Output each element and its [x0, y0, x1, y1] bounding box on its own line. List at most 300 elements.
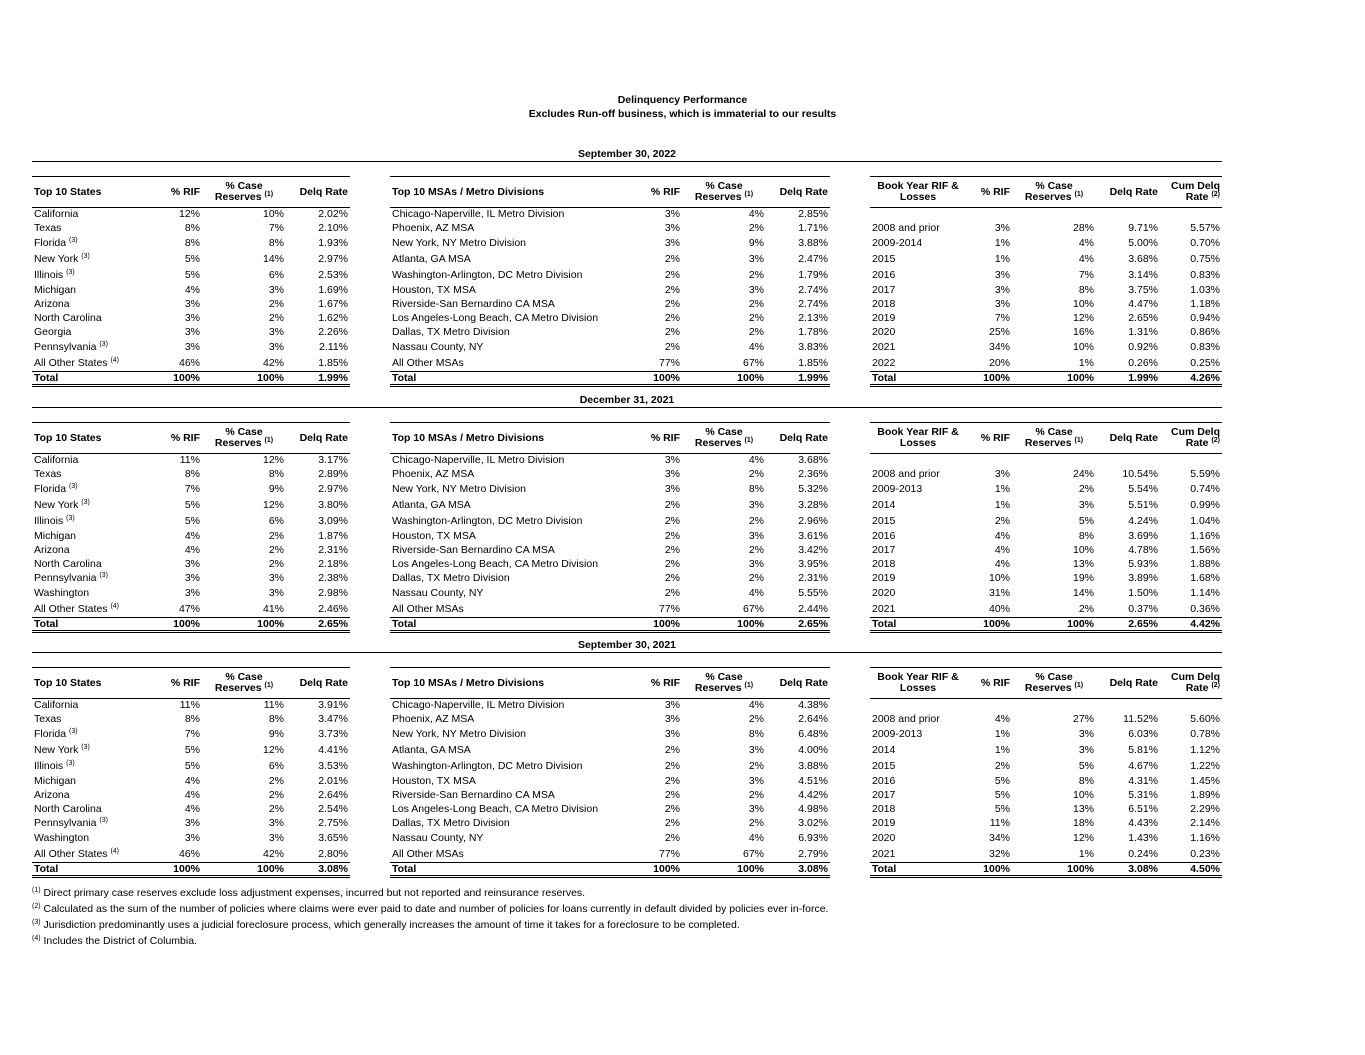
col-header-rif — [630, 668, 682, 699]
delq-rate-cell: 1.67% — [318, 298, 348, 310]
table-row — [870, 558, 1222, 572]
table-row — [32, 340, 350, 356]
delq-rate-cell: 0.26% — [1128, 356, 1158, 369]
case-reserves-cell: 67% — [742, 602, 764, 615]
case-reserves-cell: 8% — [268, 713, 284, 725]
case-reserves-cell: 3% — [268, 572, 284, 584]
cum-delq-rate-cell: 1.04% — [1190, 515, 1220, 527]
book-year-cell: 2014 — [872, 499, 896, 511]
col-header-book-year-line2: Losses — [899, 682, 937, 694]
case-reserves-cell: 10% — [262, 208, 284, 221]
rif-cell: 7% — [184, 483, 200, 495]
delq-rate-cell: 2.64% — [318, 789, 348, 801]
col-header-case-reserves-line2: Reserves — [694, 437, 742, 449]
delq-rate-cell: 4.43% — [1128, 817, 1158, 829]
table-row — [32, 572, 350, 586]
state-cell — [32, 847, 152, 863]
case-reserves-cell: 2% — [748, 222, 764, 234]
rif-cell: 3% — [184, 587, 200, 599]
col-header-case-reserves-line1: % Case — [225, 426, 263, 438]
state-name: Georgia — [34, 326, 72, 338]
table-row — [870, 803, 1222, 817]
table-row — [870, 454, 1222, 468]
state-name: North Carolina — [34, 558, 102, 570]
state-name: Florida — [34, 237, 67, 249]
rif-cell: 3% — [994, 468, 1010, 480]
state-cell — [32, 208, 152, 222]
col-header-delq — [766, 177, 830, 208]
cum-delq-rate-cell — [1160, 454, 1222, 468]
rif-cell: 5% — [184, 253, 200, 265]
delq-rate-cell: 2.97% — [318, 253, 348, 265]
table-row — [32, 468, 350, 482]
table-row — [32, 482, 350, 498]
rif-cell: 5% — [184, 499, 200, 511]
delq-rate-cell: 3.89% — [1128, 572, 1158, 584]
state-name: North Carolina — [34, 312, 102, 324]
delq-rate-cell: 2.36% — [798, 468, 828, 480]
rif-cell: 47% — [178, 602, 200, 615]
delq-rate-cell: 4.38% — [798, 699, 828, 712]
case-reserves-cell: 2% — [1078, 483, 1094, 495]
table-header-row — [870, 423, 1222, 454]
table-row — [32, 727, 350, 743]
delq-rate-cell: 3.17% — [318, 454, 348, 467]
case-reserves-cell: 2% — [268, 544, 284, 556]
state-cell — [32, 268, 152, 284]
delq-rate-cell: 1.50% — [1128, 587, 1158, 599]
rif-cell — [966, 208, 1012, 222]
msa-name: Total — [390, 863, 630, 877]
rif-cell: 1% — [994, 253, 1010, 265]
col-header-label: Top 10 MSAs / Metro Divisions — [392, 185, 545, 198]
msa-name: Phoenix, AZ MSA — [392, 222, 475, 234]
col-header-rif — [630, 177, 682, 208]
case-reserves-cell: 19% — [1072, 572, 1094, 584]
cum-delq-rate-cell — [1160, 699, 1222, 713]
table-header-row — [390, 423, 830, 454]
col-header-cum-delq-line1: Cum Delq — [1170, 180, 1220, 192]
case-reserves-cell: 10% — [1072, 789, 1094, 801]
case-reserves-cell: 67% — [742, 847, 764, 860]
col-header-rif — [966, 177, 1012, 208]
table-row — [32, 831, 350, 847]
state-cell — [32, 544, 152, 558]
table-row — [32, 236, 350, 252]
case-reserves-cell: 2% — [748, 468, 764, 480]
state-name: California — [34, 699, 79, 712]
msa-name: Houston, TX MSA — [392, 530, 476, 542]
table-row — [32, 208, 350, 222]
msa-name: Dallas, TX Metro Division — [392, 817, 510, 829]
case-reserves-cell: 4% — [1078, 237, 1094, 249]
state-cell — [32, 775, 152, 789]
rif-cell: 3% — [994, 222, 1010, 234]
table-row — [390, 252, 830, 268]
case-reserves-cell: 2% — [268, 298, 284, 310]
cum-delq-rate-cell: 0.25% — [1190, 356, 1220, 369]
col-header-case-reserves — [682, 423, 766, 454]
footnote-marker: (3) — [81, 499, 90, 506]
footnote-marker: (1) — [744, 437, 754, 444]
delq-rate-cell: 1.78% — [798, 326, 828, 338]
case-reserves-cell: 13% — [1072, 803, 1094, 815]
footnote-marker: (3) — [66, 269, 75, 276]
col-header-cum-delq-line1: Cum Delq — [1170, 426, 1220, 438]
delq-rate-cell: 4.67% — [1128, 760, 1158, 772]
cum-delq-rate-cell: 4.42% — [1160, 618, 1222, 632]
col-header-case-reserves-line2: Reserves — [214, 682, 262, 694]
table-row — [390, 558, 830, 572]
table-row — [390, 803, 830, 817]
book-year-cell: 2020 — [872, 587, 896, 599]
table-row — [390, 544, 830, 558]
table-row — [870, 482, 1222, 498]
cum-delq-rate-cell: 0.78% — [1190, 728, 1220, 740]
table-row — [32, 356, 350, 372]
delq-rate-cell: 3.88% — [798, 237, 828, 249]
table-row — [870, 847, 1222, 863]
state-name: New York — [34, 499, 79, 511]
state-name: New York — [34, 744, 79, 756]
case-reserves-cell: 4% — [748, 208, 764, 221]
delq-rate-cell: 2.64% — [798, 713, 828, 725]
rif-cell: 5% — [994, 775, 1010, 787]
rif-cell: 32% — [988, 847, 1010, 860]
footnote-marker: (3) — [69, 483, 78, 490]
msa-name: All Other MSAs — [392, 356, 464, 369]
table-header-row — [32, 177, 350, 208]
cum-delq-rate-cell: 4.26% — [1160, 372, 1222, 386]
cum-delq-rate-cell: 5.57% — [1190, 222, 1220, 234]
table-row — [390, 482, 830, 498]
table-row — [32, 558, 350, 572]
col-header-case-reserves-line1: % Case — [1035, 426, 1073, 438]
rif-cell: 34% — [988, 832, 1010, 844]
col-header-label: Delq Rate — [779, 185, 828, 198]
col-header-book-year — [870, 423, 966, 454]
state-cell — [32, 498, 152, 514]
rif-cell: 4% — [184, 775, 200, 787]
state-name: Arizona — [34, 544, 70, 556]
rif-cell: 5% — [184, 760, 200, 772]
rif-cell: 2% — [664, 530, 680, 542]
rif-cell: 3% — [664, 713, 680, 725]
table-row — [870, 236, 1222, 252]
table-row — [390, 602, 830, 618]
case-reserves-cell: 3% — [748, 744, 764, 756]
footnote-marker: (1) — [1074, 682, 1084, 689]
case-reserves-cell: 12% — [262, 454, 284, 467]
rif-cell: 2% — [664, 558, 680, 570]
state-name: Total — [34, 371, 59, 384]
col-header-case-reserves-line2: Reserves — [694, 682, 742, 694]
col-header-label: Delq Rate — [779, 676, 828, 689]
rif-cell: 2% — [664, 284, 680, 296]
delq-rate-cell: 4.42% — [798, 789, 828, 801]
case-reserves-cell: 100% — [1012, 372, 1096, 386]
table-row — [870, 252, 1222, 268]
col-header-cum-delq-line1: Cum Delq — [1170, 671, 1220, 683]
msa-name: New York, NY Metro Division — [392, 728, 527, 740]
delq-rate-cell: 2.85% — [798, 208, 828, 221]
msa-name: Washington-Arlington, DC Metro Division — [392, 269, 583, 281]
delq-rate-cell: 2.79% — [798, 847, 828, 860]
col-header-label: Delq Rate — [299, 431, 348, 444]
footnote-marker: (3) — [66, 760, 75, 767]
state-cell — [32, 618, 152, 632]
delq-rate-cell: 2.31% — [318, 544, 348, 556]
table-row — [390, 530, 830, 544]
cum-delq-rate-cell: 0.83% — [1190, 341, 1220, 353]
state-name: California — [34, 208, 79, 221]
case-reserves-cell: 2% — [268, 558, 284, 570]
delq-rate-cell: 5.32% — [798, 483, 828, 495]
footnote-marker: (2) — [1211, 682, 1220, 689]
state-name: Michigan — [34, 530, 77, 542]
col-header-label: Top 10 States — [34, 185, 102, 198]
footnote-marker: (4) — [110, 602, 120, 610]
case-reserves-cell: 1% — [1078, 356, 1094, 369]
delq-rate-cell: 4.78% — [1128, 544, 1158, 556]
col-header-case-reserves-line2: Reserves — [214, 437, 262, 449]
footnote-marker: (1) — [1074, 191, 1084, 198]
rif-cell: 11% — [179, 454, 200, 467]
delq-rate-cell: 4.51% — [798, 775, 828, 787]
case-reserves-cell: 2% — [748, 544, 764, 556]
delq-rate-cell: 3.91% — [318, 699, 348, 712]
delq-rate-cell: 3.83% — [798, 341, 828, 353]
col-header-case-reserves — [1012, 177, 1096, 208]
delq-rate-cell: 5.54% — [1128, 483, 1158, 495]
col-header-label: % RIF — [650, 185, 680, 198]
table-row — [32, 544, 350, 558]
total-row — [390, 618, 830, 632]
states-table — [32, 667, 350, 878]
table-row — [390, 312, 830, 326]
table-row — [32, 284, 350, 298]
table-row — [32, 326, 350, 340]
case-reserves-cell: 6% — [268, 269, 284, 281]
msa-name: Los Angeles-Long Beach, CA Metro Division — [392, 803, 599, 815]
footnote-marker: (3) — [81, 253, 90, 260]
delq-rate-cell: 1.99% — [1096, 372, 1160, 386]
table-row — [870, 298, 1222, 312]
state-cell — [32, 356, 152, 372]
table-row — [32, 775, 350, 789]
state-cell — [32, 312, 152, 326]
col-header-case-reserves-line1: % Case — [705, 426, 743, 438]
col-header-cum-delq-line2: Rate — [1185, 682, 1209, 694]
col-header-delq — [766, 423, 830, 454]
col-header-case-reserves — [202, 423, 286, 454]
case-reserves-cell: 3% — [1078, 728, 1094, 740]
cum-delq-rate-cell: 0.99% — [1190, 499, 1220, 511]
table-row — [32, 743, 350, 759]
case-reserves-cell: 2% — [268, 789, 284, 801]
state-name: Michigan — [34, 775, 77, 787]
cum-delq-rate-cell: 1.18% — [1190, 298, 1220, 310]
delq-rate-cell: 2.11% — [319, 341, 348, 353]
book-year-cell: 2009-2014 — [872, 237, 923, 249]
footnote-marker: (1) — [264, 191, 274, 198]
delq-rate-cell: 3.14% — [1128, 269, 1158, 281]
col-header-cum-delq — [1160, 423, 1222, 454]
case-reserves-cell: 2% — [268, 803, 284, 815]
book-year-table — [870, 176, 1222, 387]
state-cell — [32, 340, 152, 356]
msa-name: Washington-Arlington, DC Metro Division — [392, 760, 583, 772]
col-header-label: Delq Rate — [1109, 185, 1158, 198]
col-header-label: % RIF — [650, 431, 680, 444]
rif-cell: 8% — [184, 713, 200, 725]
state-cell — [32, 713, 152, 727]
rif-cell: 3% — [184, 572, 200, 584]
rif-cell: 100% — [966, 618, 1012, 632]
case-reserves-cell: 2% — [748, 817, 764, 829]
case-reserves-cell: 8% — [748, 483, 764, 495]
delq-rate-cell: 6.93% — [798, 832, 828, 844]
book-year-cell: 2015 — [872, 760, 896, 772]
cum-delq-rate-cell: 1.14% — [1190, 587, 1220, 599]
state-name: Arizona — [34, 789, 70, 801]
delq-rate-cell: 0.92% — [1128, 341, 1158, 353]
delq-rate-cell: 1.71% — [798, 222, 828, 234]
msa-name: New York, NY Metro Division — [392, 237, 527, 249]
table-row — [32, 268, 350, 284]
delq-rate-cell — [1096, 208, 1160, 222]
msa-name: Washington-Arlington, DC Metro Division — [392, 515, 583, 527]
rif-cell: 3% — [994, 298, 1010, 310]
delq-rate-cell: 2.13% — [798, 312, 828, 324]
period-title: December 31, 2021 — [579, 394, 675, 406]
rif-cell: 3% — [664, 728, 680, 740]
book-year-cell: 2020 — [872, 832, 896, 844]
rif-cell: 12% — [178, 208, 200, 221]
msa-name: Chicago-Naperville, IL Metro Division — [392, 699, 565, 712]
state-name: Florida — [34, 728, 67, 740]
case-reserves-cell: 100% — [1012, 618, 1096, 632]
rif-cell: 3% — [664, 222, 680, 234]
state-cell — [32, 572, 152, 586]
rif-cell: 5% — [184, 515, 200, 527]
cum-delq-rate-cell: 0.83% — [1190, 269, 1220, 281]
case-reserves-cell: 3% — [748, 803, 764, 815]
book-year-cell: 2015 — [872, 253, 896, 265]
table-row — [870, 699, 1222, 713]
rif-cell: 46% — [178, 356, 200, 369]
book-year-cell: Total — [870, 863, 966, 877]
table-header-row — [870, 177, 1222, 208]
delq-rate-cell: 3.80% — [318, 499, 348, 511]
book-year-cell: 2008 and prior — [872, 713, 940, 725]
table-row — [870, 602, 1222, 618]
rif-cell: 3% — [664, 483, 680, 495]
col-header-label: Delq Rate — [299, 185, 348, 198]
table-row — [390, 743, 830, 759]
rif-cell: 3% — [994, 269, 1010, 281]
delq-rate-cell: 3.47% — [318, 713, 348, 725]
rif-cell: 7% — [994, 312, 1010, 324]
case-reserves-cell: 3% — [268, 587, 284, 599]
rif-cell — [966, 699, 1012, 713]
book-year-table — [870, 422, 1222, 633]
col-header-case-reserves — [202, 177, 286, 208]
book-year-cell: 2021 — [872, 602, 896, 615]
delq-rate-cell: 2.31% — [798, 572, 828, 584]
state-cell — [32, 284, 152, 298]
footnote-marker: (1) — [744, 682, 754, 689]
rif-cell: 4% — [994, 530, 1010, 542]
rif-cell: 2% — [664, 572, 680, 584]
rif-cell: 2% — [664, 341, 680, 353]
state-name: All Other States — [34, 602, 108, 615]
table-row — [32, 759, 350, 775]
table-header-row — [390, 177, 830, 208]
case-reserves-cell: 9% — [268, 728, 284, 740]
table-row — [390, 514, 830, 530]
case-reserves-cell: 2% — [748, 713, 764, 725]
case-reserves-cell: 3% — [1078, 744, 1094, 756]
rif-cell: 2% — [664, 587, 680, 599]
book-year-cell: 2021 — [872, 847, 896, 860]
rif-cell: 1% — [994, 499, 1010, 511]
delq-rate-cell: 4.98% — [798, 803, 828, 815]
rif-cell: 4% — [184, 789, 200, 801]
delq-rate-cell: 3.08% — [1096, 863, 1160, 877]
col-header-cum-delq-line2: Rate — [1185, 437, 1209, 449]
delq-rate-cell: 2.26% — [318, 326, 348, 338]
col-header-delq — [1096, 668, 1160, 699]
book-year-cell: 2019 — [872, 817, 896, 829]
rif-cell: 100% — [966, 863, 1012, 877]
rif-cell: 4% — [184, 530, 200, 542]
col-header-case-reserves-line2: Reserves — [214, 191, 262, 203]
state-cell — [32, 817, 152, 831]
msa-name: Total — [390, 372, 630, 386]
rif-cell: 2% — [664, 269, 680, 281]
case-reserves-cell: 8% — [1078, 530, 1094, 542]
col-header-case-reserves-line2: Reserves — [1024, 682, 1072, 694]
table-row — [390, 208, 830, 222]
delq-rate-cell: 2.80% — [318, 847, 348, 860]
section-rule — [32, 161, 1222, 162]
delq-rate-cell: 3.42% — [798, 544, 828, 556]
book-year-table — [870, 667, 1222, 878]
footnote-marker: (3) — [69, 728, 78, 735]
case-reserves-cell: 2% — [748, 269, 764, 281]
rif-cell: 2% — [664, 789, 680, 801]
delq-rate-cell — [1096, 454, 1160, 468]
rif-cell: 3% — [664, 208, 680, 221]
state-name: Illinois — [34, 515, 64, 527]
table-row — [390, 831, 830, 847]
state-name: Total — [34, 862, 59, 875]
period-section — [32, 639, 1222, 879]
section-rule — [32, 407, 1222, 408]
msa-name: Chicago-Naperville, IL Metro Division — [392, 208, 565, 221]
table-row — [390, 847, 830, 863]
rif-cell: 2% — [664, 817, 680, 829]
col-header-msas — [390, 668, 630, 699]
col-header-delq — [766, 668, 830, 699]
table-row — [32, 252, 350, 268]
case-reserves-cell: 12% — [1072, 312, 1094, 324]
msa-name: Los Angeles-Long Beach, CA Metro Division — [392, 558, 599, 570]
state-name: New York — [34, 253, 79, 265]
book-year-cell: 2017 — [872, 284, 896, 296]
col-header-label: Delq Rate — [299, 676, 348, 689]
